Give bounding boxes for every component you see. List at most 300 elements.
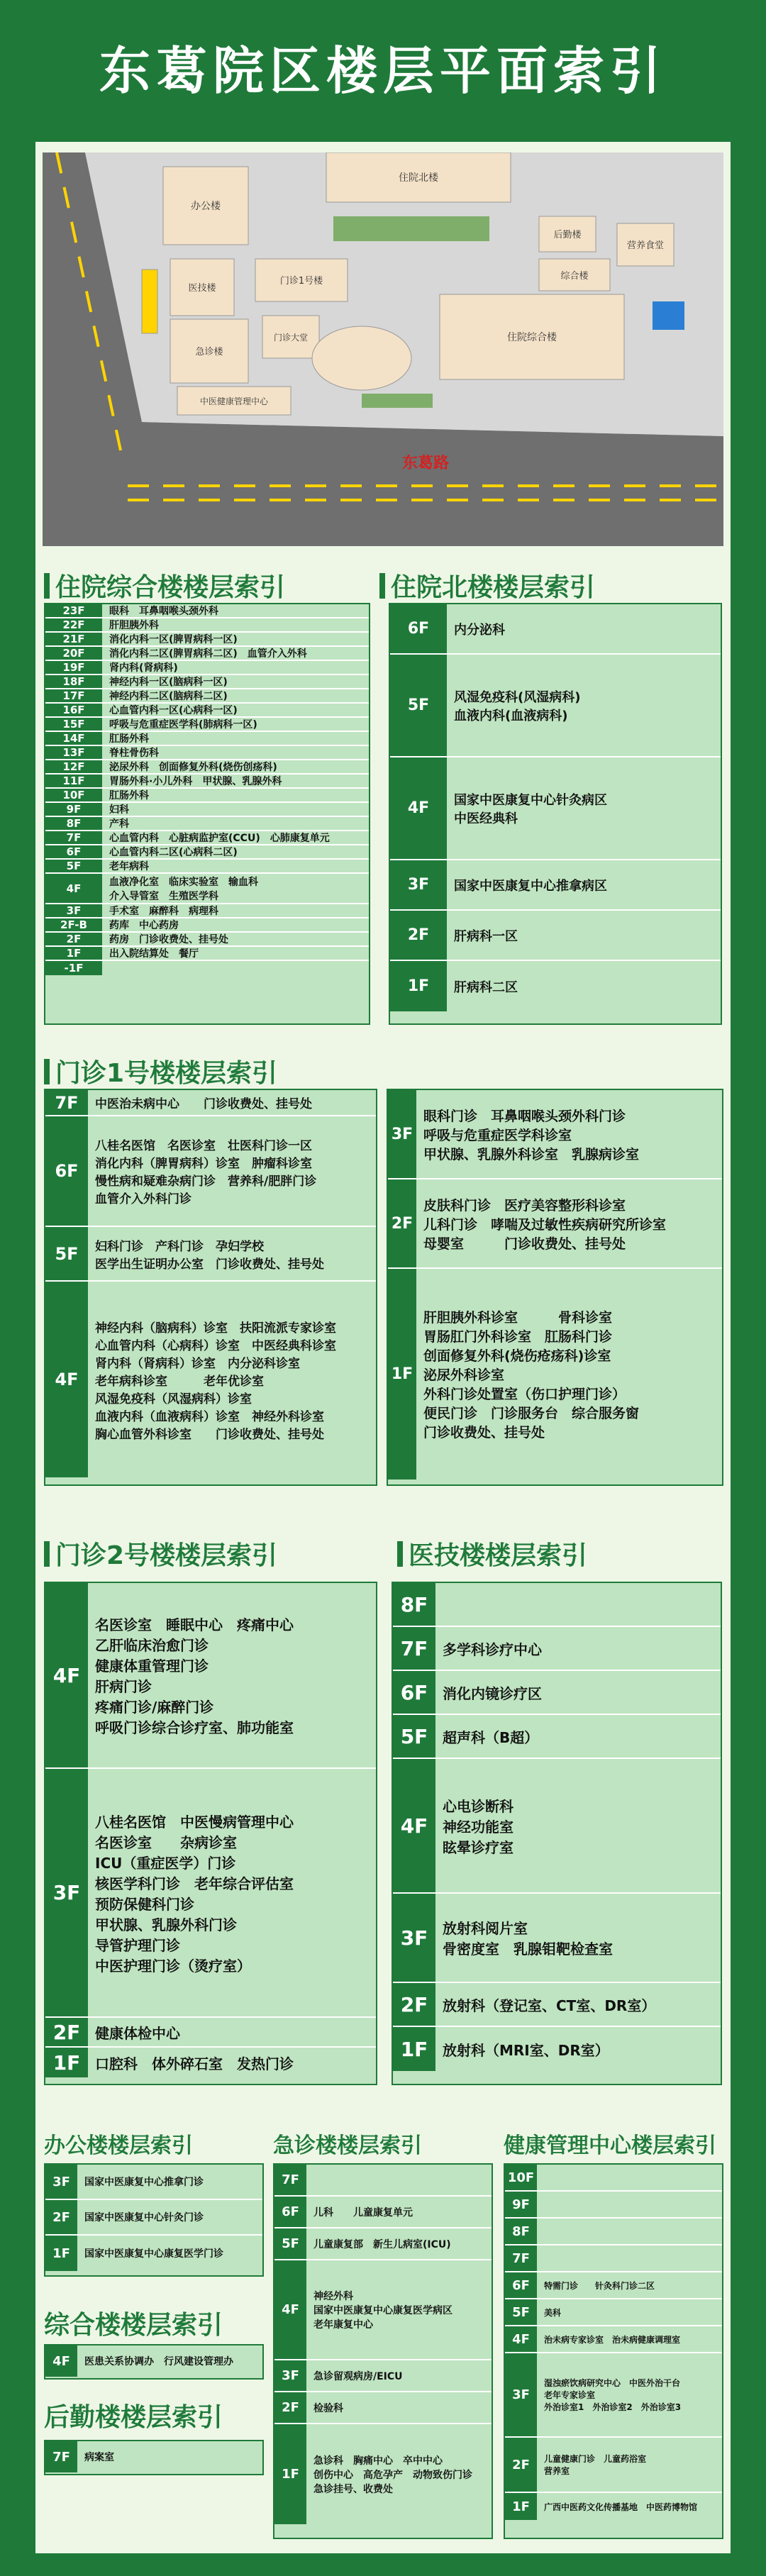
floor-row (388, 1090, 722, 1179)
floor-row (390, 860, 721, 911)
department-text: 儿童健康门诊 儿童药浴室 (544, 2454, 647, 2464)
floor-row (45, 704, 369, 718)
department-text: 慢性病和疑难杂病门诊 营养科/肥胖门诊 (95, 1175, 317, 1189)
floor-label: 6F (45, 845, 102, 858)
floor-label: 3F (45, 904, 102, 917)
section-title-medtech: 医技楼楼层索引 (397, 1536, 587, 1572)
floor-departments (306, 2260, 460, 2359)
floor-label: 1F (390, 961, 447, 1011)
department-text: 眩晕诊疗室 (443, 1838, 514, 1856)
department-text: 妇科门诊 产科门诊 孕妇学校 (95, 1239, 264, 1254)
department-text: 湿浊瘀饮病研究中心 中医外治干台 (544, 2378, 681, 2388)
floor-departments (416, 1269, 646, 1479)
floor-label: 11F (45, 775, 102, 787)
department-text: 神经内科一区(脑病科一区) (109, 677, 228, 688)
floor-departments (537, 2438, 653, 2492)
department-text: 神经功能室 (443, 1818, 514, 1836)
section-title-outpatient-1: 门诊1号楼楼层索引 (44, 1053, 277, 1089)
building-label: 门诊1号楼 (279, 276, 323, 287)
floor-label: 5F (45, 860, 102, 872)
section-title-comprehensive: 综合楼楼层索引 (44, 2311, 223, 2340)
table-medtech (392, 1582, 722, 2085)
department-text: 泌尿外科 创面修复外科(烧伤创疡科) (109, 762, 277, 773)
department-text: 胃肠外科·小儿外科 甲状腺、乳腺外科 (109, 776, 282, 787)
department-text: 出入院结算处 餐厅 (109, 948, 199, 960)
floor-departments (102, 647, 314, 660)
floor-departments (537, 2192, 551, 2217)
floor-row (45, 661, 369, 675)
floor-label: 2F-B (45, 918, 102, 931)
floor-row (45, 2018, 376, 2048)
floor-label: 3F (274, 2360, 306, 2391)
floor-row (505, 2192, 722, 2219)
floor-label: 7F (274, 2165, 306, 2195)
floor-row (45, 817, 369, 831)
floor-departments (102, 831, 337, 844)
floor-label: 2F (390, 911, 447, 960)
department-text: 肝病科二区 (454, 979, 518, 995)
floor-label: 4F (45, 2345, 77, 2377)
floor-departments (447, 604, 512, 653)
floor-departments (435, 2027, 616, 2071)
floor-departments (77, 2165, 211, 2199)
department-text: 心电诊断科 (443, 1797, 514, 1815)
floor-label: 21F (45, 633, 102, 645)
floor-row (393, 1983, 721, 2027)
floor-label: 4F (45, 1282, 88, 1477)
floor-label: 3F (393, 1894, 435, 1982)
floor-row (45, 961, 369, 975)
floor-label: 1F (274, 2424, 306, 2524)
floor-row (390, 911, 721, 961)
floor-departments (77, 2345, 240, 2377)
floor-departments (102, 803, 136, 816)
section-title-logistics: 后勤楼楼层索引 (44, 2403, 223, 2432)
department-text: 产科 (109, 818, 129, 830)
department-text: 病案室 (84, 2452, 114, 2463)
building-outpatient-2 (142, 270, 157, 333)
floor-row (45, 618, 369, 633)
floor-row (390, 757, 721, 860)
floor-row (45, 746, 369, 760)
floor-label: 6F (505, 2272, 537, 2298)
floor-departments (306, 2165, 321, 2195)
department-text: 多学科诊疗中心 (443, 1640, 542, 1658)
floor-label: 1F (45, 2048, 88, 2077)
floor-label: 7F (45, 831, 102, 844)
department-text: 国家中医康复中心康复医学门诊 (84, 2248, 223, 2260)
table-north-ward (389, 603, 722, 1025)
floor-row (45, 1282, 376, 1477)
floor-row (45, 675, 369, 689)
department-text: 八桂名医馆 名医诊室 壮医科门诊一区 (95, 1139, 312, 1153)
floor-row (45, 1227, 376, 1282)
department-text: 国家中医康复中心针灸门诊 (84, 2212, 204, 2224)
floor-departments (306, 2392, 350, 2423)
department-text: 中医治未病中心 门诊收费处、挂号处 (95, 1097, 312, 1111)
floor-row (274, 2197, 492, 2228)
floor-departments (102, 760, 284, 773)
floor-row (505, 2493, 722, 2520)
floor-departments (435, 1715, 545, 1758)
page-title: 东葛院区楼层平面索引 (99, 41, 667, 101)
floor-departments (435, 1759, 521, 1892)
department-text: 神经内科（脑病科）诊室 扶阳流派专家诊室 (95, 1321, 336, 1336)
department-text: 医学出生证明办公室 门诊收费处、挂号处 (95, 1257, 324, 1272)
floor-departments (537, 2245, 551, 2271)
floor-row (45, 918, 369, 933)
floor-label: 22F (45, 618, 102, 631)
table-outpatient-1-right (387, 1089, 723, 1486)
section-title-general-ward: 住院综合楼楼层索引 (44, 567, 285, 604)
department-text: 风湿免疫科（风湿病科）诊室 (95, 1392, 252, 1406)
floor-row (45, 633, 369, 647)
department-text: 乙肝临床治愈门诊 (95, 1637, 209, 1654)
floor-row (505, 2299, 722, 2326)
floor-row (505, 2438, 722, 2493)
floor-row (274, 2260, 492, 2360)
department-text: 血液内科（血液病科）诊室 神经外科诊室 (95, 1409, 324, 1424)
floor-departments (88, 1282, 343, 1477)
department-text: 外治诊室1 外治诊室2 外治诊室3 (544, 2402, 682, 2412)
floor-label: 19F (45, 661, 102, 674)
floor-label: 3F (388, 1090, 416, 1178)
floor-label: 9F (45, 803, 102, 816)
banner (0, 0, 766, 142)
floor-departments (102, 704, 245, 716)
floor-label: 4F (45, 1583, 88, 1767)
department-text: 放射科阅片室 (443, 1920, 528, 1937)
floor-departments (537, 2165, 551, 2190)
floor-departments (447, 655, 587, 756)
floor-label: 8F (393, 1583, 435, 1626)
floor-label: 15F (45, 718, 102, 731)
department-text: 八桂名医馆 中医慢病管理中心 (95, 1813, 294, 1831)
department-text: 老年康复中心 (313, 2319, 373, 2331)
floor-row (393, 2027, 721, 2071)
floor-departments (88, 1769, 301, 2016)
floor-label: 8F (45, 817, 102, 830)
floor-departments (537, 2272, 662, 2298)
floor-row (274, 2360, 492, 2392)
section-title-north-ward: 住院北楼楼层索引 (379, 567, 595, 604)
floor-row (45, 789, 369, 803)
department-text: 药房 门诊收费处、挂号处 (109, 934, 228, 945)
floor-departments (306, 2360, 410, 2391)
department-text: 治未病专家诊室 治未病健康调理室 (544, 2334, 681, 2345)
department-text: 老年病科诊室 老年优诊室 (95, 1374, 264, 1389)
floor-departments (88, 2048, 301, 2077)
floor-row (45, 933, 369, 947)
floor-row (45, 2165, 262, 2200)
floor-departments (102, 874, 265, 903)
floor-label: 10F (505, 2165, 537, 2190)
floor-departments (435, 1983, 662, 2026)
floor-label: 9F (505, 2192, 537, 2217)
floor-label: 13F (45, 746, 102, 759)
table-emergency (273, 2163, 493, 2539)
floor-departments (306, 2424, 479, 2524)
floor-departments (537, 2353, 688, 2436)
department-text: 放射科（登记室、CT室、DR室） (443, 1997, 656, 2014)
department-text: 老年专家诊室 (544, 2390, 596, 2400)
floor-label: 2F (45, 933, 102, 945)
department-text: 心血管内科（心病科）诊室 中医经典科诊室 (95, 1338, 336, 1353)
floor-row (45, 1116, 376, 1227)
floor-row (45, 604, 369, 618)
floor-row (505, 2219, 722, 2245)
floor-row (393, 1759, 721, 1894)
department-text: 皮肤科门诊 医疗美容整形科诊室 (423, 1197, 626, 1214)
department-text: 国家中医康复中心推拿病区 (454, 878, 607, 894)
section-title-emergency: 急诊楼楼层索引 (273, 2133, 422, 2158)
floor-departments (77, 2236, 231, 2271)
campus-map-svg (43, 152, 723, 546)
floor-label: 5F (274, 2228, 306, 2259)
department-text: 眼科 耳鼻咽喉头颈外科 (109, 606, 218, 617)
floor-row (393, 1715, 721, 1759)
department-text: 国家中医康复中心推拿门诊 (84, 2177, 204, 2188)
floor-label: 6F (45, 1116, 88, 1226)
floor-row (45, 647, 369, 661)
floor-label: 3F (390, 860, 447, 909)
department-text: 创伤中心 高危孕产 动物致伤门诊 (313, 2469, 472, 2481)
floor-label: 7F (45, 1090, 88, 1115)
floor-departments (435, 1671, 549, 1714)
floor-departments (102, 961, 116, 975)
department-text: 儿童康复部 新生儿病室(ICU) (313, 2238, 451, 2250)
floor-departments (102, 604, 226, 617)
department-text: 美科 (544, 2307, 562, 2318)
floor-departments (537, 2493, 704, 2520)
floor-departments (88, 1583, 301, 1767)
department-text: 母婴室 门诊收费处、挂号处 (423, 1236, 626, 1252)
table-general-ward (44, 603, 370, 1025)
floor-departments (102, 746, 166, 759)
floor-departments (537, 2326, 687, 2352)
floor-row (505, 2326, 722, 2353)
floor-departments (102, 933, 235, 945)
department-text: 核医学科门诊 老年综合评估室 (95, 1875, 294, 1892)
floor-label: 12F (45, 760, 102, 773)
department-text: 医患关系协调办 行风建设管理办 (84, 2356, 233, 2367)
floor-label: 3F (45, 2165, 77, 2199)
floor-label: 17F (45, 689, 102, 702)
floor-row (45, 2345, 262, 2377)
floor-departments (88, 2018, 187, 2046)
floor-label: 7F (505, 2245, 537, 2271)
department-text: 名医诊室 睡眠中心 疼痛中心 (95, 1616, 294, 1633)
floor-label: 4F (393, 1759, 435, 1892)
floor-label: 2F (393, 1983, 435, 2026)
department-text: 肝胆胰外科 (109, 620, 159, 631)
department-text: 呼吸门诊综合诊疗室、肺功能室 (95, 1719, 294, 1736)
building-label: 住院北楼 (399, 172, 438, 184)
floor-label: 7F (393, 1627, 435, 1670)
department-text: 营养室 (544, 2466, 570, 2476)
floor-label: 2F (505, 2438, 537, 2492)
floor-label: 1F (45, 947, 102, 960)
department-text: 呼吸与危重症医学科(肺病科一区) (109, 719, 257, 731)
floor-departments (77, 2200, 211, 2234)
floor-departments (88, 1090, 319, 1115)
department-text: 介入导管室 生殖医学科 (109, 890, 218, 902)
department-text: 儿科 儿童康复单元 (313, 2206, 413, 2219)
floor-departments (537, 2299, 568, 2325)
floor-label: 5F (390, 655, 447, 756)
floor-row (393, 1894, 721, 1983)
floor-label: 10F (45, 789, 102, 801)
floor-departments (102, 732, 156, 745)
floor-label: 3F (505, 2353, 537, 2436)
floor-departments (416, 1179, 673, 1267)
department-text: 老年病科 (109, 861, 149, 872)
floor-label: -1F (45, 961, 102, 975)
department-text: 神经外科 (313, 2290, 353, 2302)
department-text: 心血管内科二区(心病科二区) (109, 847, 238, 858)
floor-departments (306, 2197, 420, 2227)
floor-row (45, 831, 369, 845)
department-text: 门诊收费处、挂号处 (423, 1425, 545, 1440)
floor-row (45, 803, 369, 817)
department-text: 血管介入外科门诊 (95, 1192, 192, 1206)
floor-row (45, 904, 369, 918)
pool-icon (653, 301, 684, 330)
floor-departments (447, 911, 525, 960)
department-text: 肾内科(肾病科) (109, 662, 178, 674)
floor-row (393, 1671, 721, 1715)
floor-departments (102, 918, 186, 931)
floor-departments (416, 1090, 646, 1178)
floor-row (45, 947, 369, 961)
department-text: 脊柱骨伤科 (109, 748, 159, 759)
department-text: 甲状腺、乳腺外科诊室 乳腺病诊室 (423, 1146, 640, 1162)
department-text: 消化内科（脾胃病科）诊室 肿瘤科诊室 (95, 1157, 312, 1171)
section-title-office: 办公楼楼层索引 (44, 2133, 193, 2158)
floor-row (45, 1090, 376, 1116)
floor-row (274, 2228, 492, 2260)
department-text: 外科门诊处置室（伤口护理门诊） (423, 1387, 626, 1402)
floor-label: 6F (393, 1671, 435, 1714)
floor-row (390, 961, 721, 1011)
department-text: 呼吸与危重症医学科诊室 (423, 1127, 572, 1143)
floor-label: 14F (45, 732, 102, 745)
department-text: 口腔科 体外碎石室 发热门诊 (95, 2055, 294, 2072)
table-comprehensive (44, 2344, 264, 2380)
department-text: 预防保健科门诊 (95, 1895, 194, 1913)
floor-row (45, 1769, 376, 2018)
department-text: 妇科 (109, 804, 129, 816)
floor-row (45, 2236, 262, 2271)
floor-label: 6F (274, 2197, 306, 2227)
department-text: 甲状腺、乳腺外科门诊 (95, 1916, 237, 1933)
floor-label: 23F (45, 604, 102, 617)
building-label: 住院综合楼 (507, 332, 557, 343)
floor-row (388, 1269, 722, 1479)
floor-row (274, 2392, 492, 2424)
department-text: 国家中医康复中心康复医学病区 (313, 2304, 453, 2316)
floor-row (45, 718, 369, 732)
floor-departments (306, 2228, 458, 2259)
department-text: 肝胆胰外科诊室 骨科诊室 (423, 1310, 613, 1326)
department-text: 急诊挂号、收费处 (313, 2483, 393, 2495)
department-text: 健康体重管理门诊 (95, 1658, 209, 1675)
department-text: 肝病科一区 (454, 928, 518, 944)
floor-departments (102, 689, 235, 702)
campus-map (43, 152, 723, 546)
table-outpatient-2 (44, 1582, 377, 2085)
floor-label: 2F (45, 2200, 77, 2234)
department-text: 药库 中心药房 (109, 920, 179, 931)
department-text: 疼痛门诊/麻醉门诊 (95, 1699, 214, 1716)
table-outpatient-1-left (44, 1089, 377, 1486)
floor-row (390, 604, 721, 655)
department-text: ICU（重症医学）门诊 (95, 1854, 236, 1872)
floor-row (388, 1179, 722, 1269)
department-text: 便民门诊 门诊服务台 综合服务窗 (423, 1406, 640, 1421)
floor-departments (102, 661, 185, 674)
building-label: 综合楼 (560, 271, 589, 282)
floor-row (505, 2165, 722, 2192)
department-text: 特需门诊 针灸科门诊二区 (544, 2280, 655, 2291)
floor-row (45, 2441, 262, 2472)
department-text: 胸心血管外科诊室 门诊收费处、挂号处 (95, 1427, 324, 1442)
department-text: 广西中医药文化传播基地 中医药博物馆 (544, 2502, 698, 2512)
floor-departments (537, 2219, 551, 2244)
floor-row (45, 689, 369, 704)
section-title-outpatient-2: 门诊2号楼楼层索引 (44, 1536, 277, 1572)
floor-label: 3F (45, 1769, 88, 2016)
floor-row (393, 1583, 721, 1627)
floor-label: 7F (45, 2441, 77, 2472)
floor-label: 4F (274, 2260, 306, 2359)
floor-departments (102, 675, 235, 688)
building-label: 后勤楼 (553, 230, 582, 240)
floor-row (45, 845, 369, 860)
floor-row (274, 2165, 492, 2197)
floor-row (45, 775, 369, 789)
building-label: 办公楼 (191, 201, 221, 212)
floor-row (505, 2245, 722, 2272)
floor-label: 2F (45, 2018, 88, 2046)
building-label: 营养食堂 (626, 240, 665, 251)
floor-row (393, 1627, 721, 1671)
floor-row (390, 655, 721, 757)
department-text: 血液净化室 临床实验室 输血科 (109, 876, 258, 888)
section-title-health-center: 健康管理中心楼层索引 (504, 2133, 716, 2158)
floor-label: 5F (505, 2299, 537, 2325)
floor-departments (102, 618, 166, 631)
department-text: 肛肠外科 (109, 733, 149, 745)
department-text: 消化内科二区(脾胃病科二区) 血管介入外科 (109, 648, 307, 660)
floor-label: 4F (390, 757, 447, 859)
department-text: 儿科门诊 哮喘及过敏性疾病研究所诊室 (423, 1216, 667, 1233)
department-text: 眼科门诊 耳鼻咽喉头颈外科门诊 (423, 1108, 626, 1124)
floor-departments (447, 757, 614, 859)
floor-label: 1F (393, 2027, 435, 2071)
department-text: 导管护理门诊 (95, 1936, 180, 1954)
table-office (44, 2163, 264, 2277)
floor-departments (88, 1227, 331, 1280)
floor-departments (435, 1583, 450, 1626)
department-text: 风湿免疫科(风湿病科) (454, 689, 581, 705)
table-logistics (44, 2440, 264, 2475)
table-health-center (504, 2163, 723, 2539)
department-text: 急诊留观病房/EICU (313, 2370, 403, 2382)
department-text: 血液内科(血液病科) (454, 708, 568, 723)
floor-label: 18F (45, 675, 102, 688)
department-text: 手术室 麻醉科 病理科 (109, 906, 218, 917)
